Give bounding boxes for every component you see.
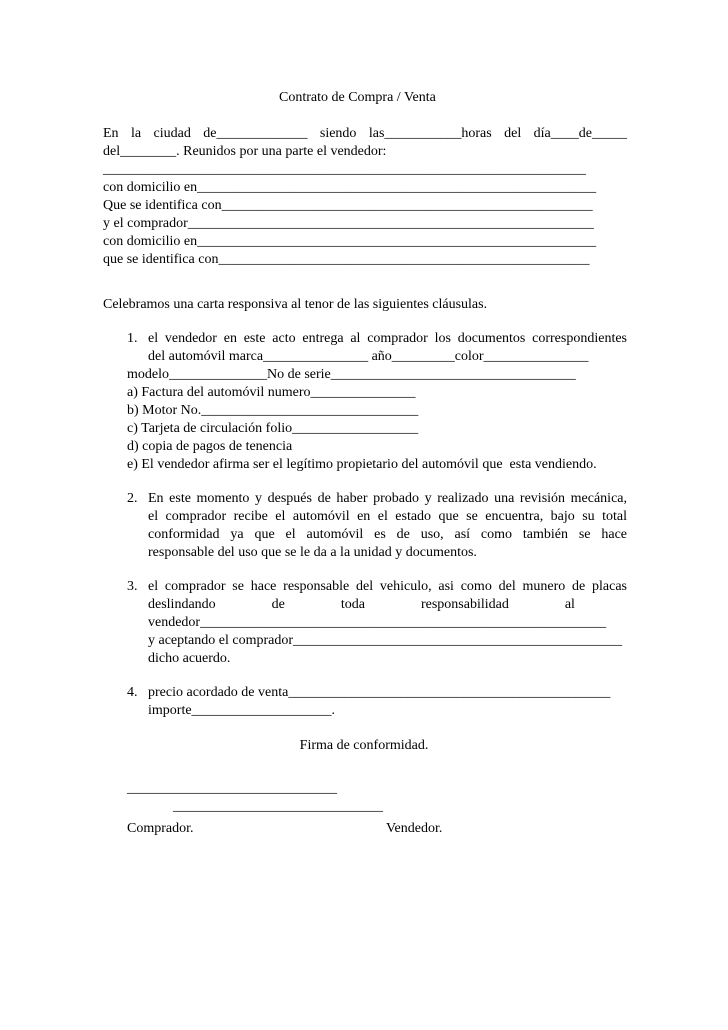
buyer-signature-line: ______________________________ [127, 781, 337, 796]
buyer-label: Comprador. [127, 821, 194, 836]
clause-1-subitem-a: a) Factura del automóvil numero_______________ [127, 385, 416, 400]
clause-3-line-1: el comprador se hace responsable del vehiculo, asi como del munero de placas [148, 579, 627, 594]
intro-line-1: En la ciudad de_____________ siendo las___________horas del día____de_____ [103, 126, 627, 141]
seller-signature-line: ______________________________ [173, 799, 383, 814]
clause-2-line-3: conformidad ya que el automóvil es de uso, así como también se hace [148, 527, 627, 542]
preamble: Celebramos una carta responsiva al tenor de las siguientes cláusulas. [103, 297, 488, 312]
intro-line-2: del________. Reunidos por una parte el vendedor: [103, 144, 387, 159]
seller-name-blank: _____________________________________________________________________ [103, 162, 586, 177]
clause-3-number: 3. [127, 579, 138, 594]
signature-heading: Firma de conformidad. [299, 738, 429, 753]
document-title: Contrato de Compra / Venta [279, 90, 436, 105]
clause-2-line-2: el comprador recibe el automóvil en el estado que se encuentra, bajo su total [148, 509, 627, 524]
clause-1-subitem-e: e) El vendedor afirma ser el legítimo propietario del automóvil que esta vendiendo. [127, 457, 597, 472]
clause-3-line-3: vendedor__________________________________________________________ [148, 615, 607, 630]
buyer-address-line: con domicilio en_________________________________________________________ [103, 234, 597, 249]
clause-1-subitem-c: c) Tarjeta de circulación folio__________________ [127, 421, 419, 436]
seller-id-line: Que se identifica con_____________________________________________________ [103, 198, 593, 213]
clause-2-number: 2. [127, 491, 138, 506]
clause-2-line-4: responsable del uso que se le da a la unidad y documentos. [148, 545, 477, 560]
clause-2-line-1: En este momento y después de haber probado y realizado una revisión mecánica, [148, 491, 627, 506]
clause-4-line-2: importe____________________. [148, 703, 336, 718]
clause-1-subitem-d: d) copia de pagos de tenencia [127, 439, 293, 454]
clause-4-number: 4. [127, 685, 138, 700]
seller-label: Vendedor. [386, 821, 443, 836]
clause-1-line-1: el vendedor en este acto entrega al comprador los documentos correspondientes [148, 331, 627, 346]
buyer-line: y el comprador__________________________________________________________ [103, 216, 594, 231]
clause-3-line-4: y aceptando el comprador_______________________________________________ [148, 633, 622, 648]
clause-4-line-1: precio acordado de venta______________________________________________ [148, 685, 611, 700]
seller-address-line: con domicilio en_________________________________________________________ [103, 180, 597, 195]
clause-1-continuation: modelo______________No de serie___________________________________ [127, 367, 576, 382]
buyer-id-line: que se identifica con_____________________________________________________ [103, 252, 590, 267]
clause-1-subitem-b: b) Motor No._______________________________ [127, 403, 419, 418]
clause-3-line-5: dicho acuerdo. [148, 651, 231, 666]
clause-3-line-2: deslindando de toda responsabilidad al [148, 597, 575, 612]
clause-1-number: 1. [127, 331, 138, 346]
clause-1-line-2: del automóvil marca_______________ año_________color_______________ [148, 349, 589, 364]
